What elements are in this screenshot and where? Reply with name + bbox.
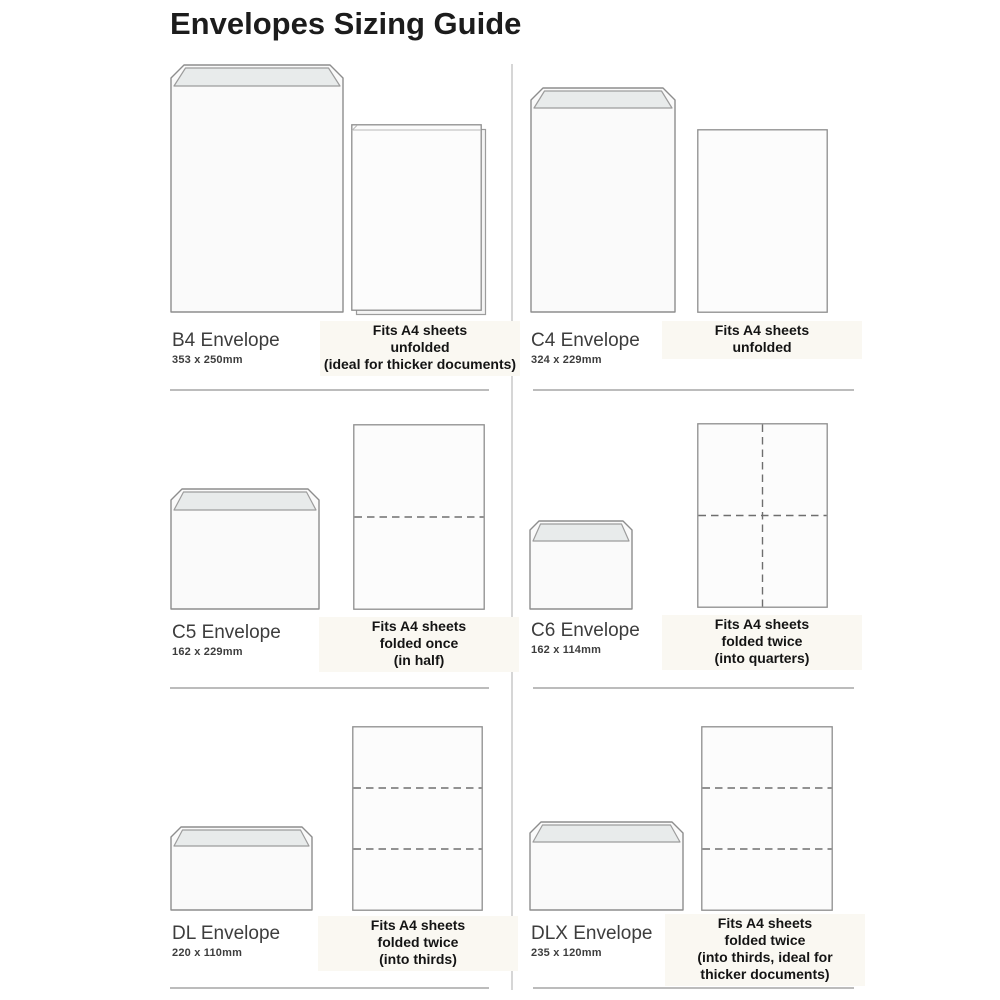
dl-name: DL Envelope bbox=[172, 923, 281, 944]
row-divider bbox=[170, 687, 489, 689]
c4-caption bbox=[662, 321, 862, 359]
dl-label bbox=[172, 923, 280, 959]
row-divider bbox=[533, 687, 854, 689]
dl-caption bbox=[318, 916, 518, 971]
b4-envelope-graphic bbox=[170, 64, 344, 313]
c4-envelope-graphic bbox=[530, 87, 676, 313]
c6-a4-sheet-graphic bbox=[697, 423, 828, 608]
b4-caption-line: (ideal for thicker documents) bbox=[323, 356, 517, 372]
c5-caption-line: folded once bbox=[379, 635, 459, 651]
row-divider bbox=[170, 389, 489, 391]
c4-a4-sheet-graphic bbox=[697, 129, 828, 313]
c6-caption bbox=[662, 615, 862, 670]
c5-envelope-graphic bbox=[170, 488, 320, 610]
c4-name: C4 Envelope bbox=[531, 330, 640, 351]
b4-caption bbox=[320, 321, 520, 376]
dlx-name: DLX Envelope bbox=[531, 923, 653, 944]
c6-caption-line: (into quarters) bbox=[714, 650, 810, 666]
b4-caption-line: unfolded bbox=[390, 339, 450, 355]
c5-a4-sheet-graphic bbox=[353, 424, 485, 610]
dl-caption-line: folded twice bbox=[377, 934, 459, 950]
dlx-label bbox=[531, 923, 652, 959]
dlx-caption-line: folded twice bbox=[724, 932, 806, 948]
c5-name: C5 Envelope bbox=[172, 622, 281, 643]
row-divider bbox=[170, 987, 489, 989]
dlx-caption-line: (into thirds, ideal for bbox=[697, 949, 833, 965]
c5-dimensions: 162 x 229mm bbox=[172, 646, 243, 658]
column-divider bbox=[511, 64, 513, 990]
c4-dimensions: 324 x 229mm bbox=[531, 354, 602, 366]
c6-label bbox=[531, 620, 640, 656]
dlx-caption bbox=[665, 914, 865, 986]
b4-name: B4 Envelope bbox=[172, 330, 280, 351]
dlx-envelope-graphic bbox=[529, 821, 684, 911]
b4-a4-sheet-stack-graphic bbox=[351, 124, 487, 316]
c5-caption-line: (in half) bbox=[393, 652, 445, 668]
dlx-caption-line: thicker documents) bbox=[700, 966, 830, 982]
dl-dimensions: 220 x 110mm bbox=[172, 947, 243, 959]
dl-envelope-graphic bbox=[170, 826, 313, 911]
c6-dimensions: 162 x 114mm bbox=[531, 644, 602, 656]
dlx-dimensions: 235 x 120mm bbox=[531, 947, 602, 959]
dl-caption-line: (into thirds) bbox=[379, 951, 457, 967]
dl-caption-line: Fits A4 sheets bbox=[370, 917, 466, 933]
b4-caption-line: Fits A4 sheets bbox=[372, 322, 468, 338]
c6-caption-line: Fits A4 sheets bbox=[714, 616, 810, 632]
c4-caption-line: Fits A4 sheets bbox=[714, 322, 810, 338]
c5-caption-line: Fits A4 sheets bbox=[371, 618, 467, 634]
c4-caption-line: unfolded bbox=[732, 339, 792, 355]
c5-caption bbox=[319, 617, 519, 672]
dlx-a4-sheet-graphic bbox=[701, 726, 833, 911]
row-divider bbox=[533, 389, 854, 391]
c5-label bbox=[172, 622, 281, 658]
c6-name: C6 Envelope bbox=[531, 620, 640, 641]
b4-dimensions: 353 x 250mm bbox=[172, 354, 243, 366]
dl-a4-sheet-graphic bbox=[352, 726, 483, 911]
dlx-caption-line: Fits A4 sheets bbox=[717, 915, 813, 931]
c6-caption-line: folded twice bbox=[721, 633, 803, 649]
page-title: Envelopes Sizing Guide bbox=[170, 6, 522, 41]
row-divider bbox=[533, 987, 854, 989]
c6-envelope-graphic bbox=[529, 520, 633, 610]
b4-label bbox=[172, 330, 280, 366]
c4-label bbox=[531, 330, 640, 366]
